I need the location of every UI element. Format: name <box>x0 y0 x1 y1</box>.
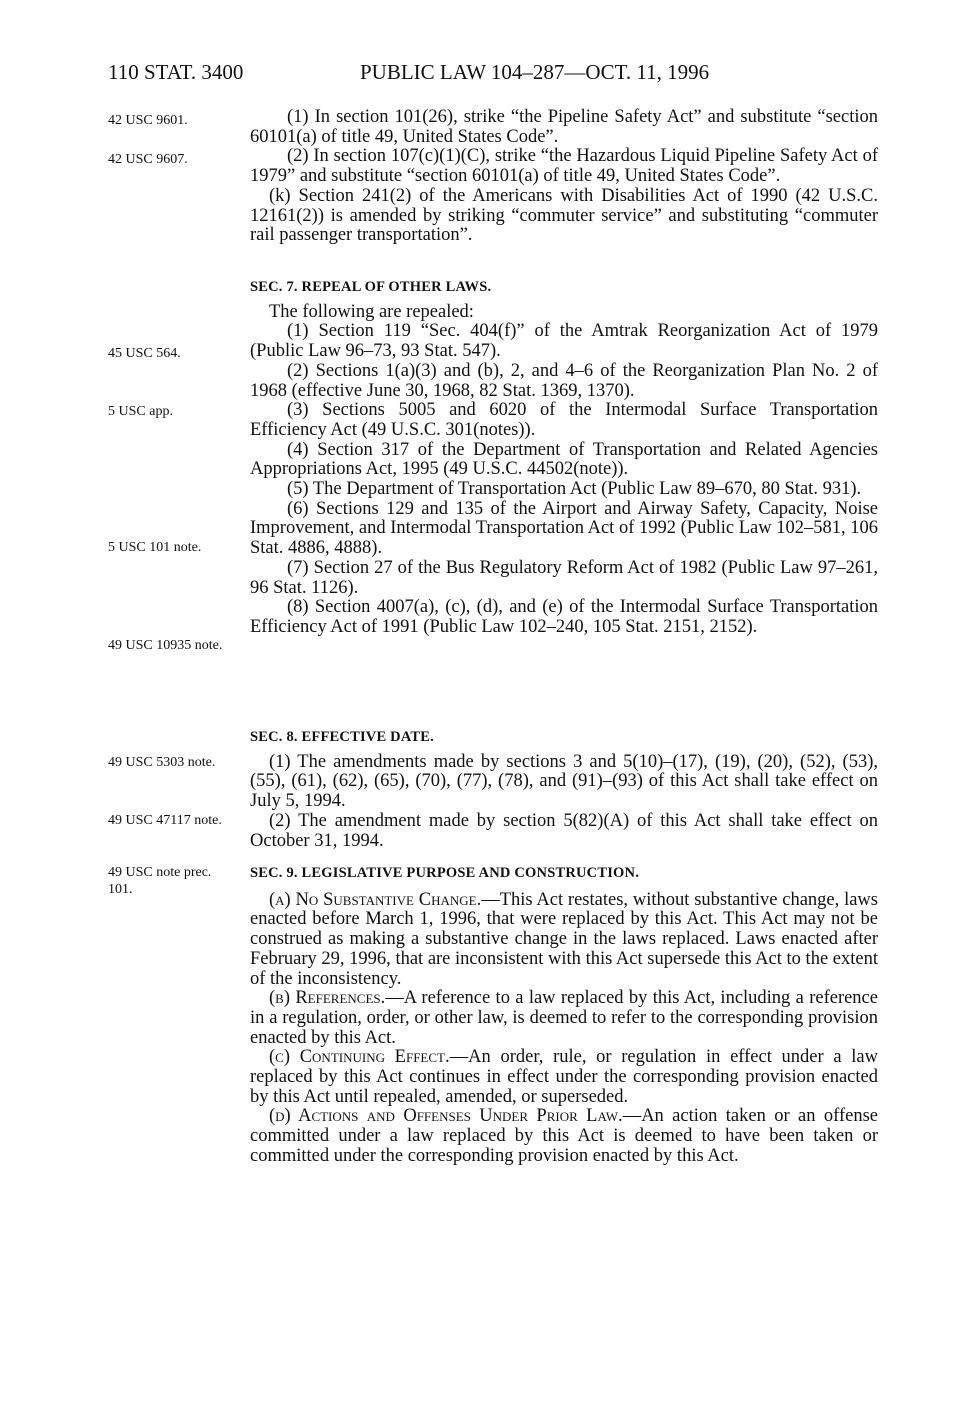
section-7 <box>250 278 878 638</box>
list-item <box>250 1107 878 1166</box>
margin-note: 42 USC 9607. <box>108 152 188 167</box>
list-item: (8) Section 4007(a), (c), (d), and (e) of the Intermodal Surface Transportation Efficiency Act of 1991 (Public Law 102–240, 105 Stat. 2151, 2152). <box>250 597 878 637</box>
margin-note: 5 USC 101 note. <box>108 540 202 555</box>
list-item: (1) The amendments made by sections 3 and 5(10)–(17), (19), (20), (52), (53), (55), (61), (62), (65), (70), (77), (78), and (91)–(93) of this Act shall take effect on July 5, 1994. <box>250 751 878 812</box>
list-item: (3) Sections 5005 and 6020 of the Intermodal Surface Transportation Efficiency Act (49 U.S.C. 301(notes)). <box>250 400 878 440</box>
list-item: (6) Sections 129 and 135 of the Airport and Airway Safety, Capacity, Noise Improvement, and Intermodal Transportation Act of 1992 (Public Law 102–581, 106 Stat. 4886, 4888). <box>250 498 878 559</box>
margin-note: 42 USC 9601. <box>108 113 188 128</box>
margin-note: 49 USC 47117 note. <box>108 813 222 828</box>
paragraph: (k) Section 241(2) of the Americans with Disabilities Act of 1990 (42 U.S.C. 12161(2)) is amended by striking “commuter service” and substituting “commuter rail passenger transportation”. <box>250 185 878 246</box>
list-item: (2) Sections 1(a)(3) and (b), 2, and 4–6 of the Reorganization Plan No. 2 of 1968 (effective June 30, 1968, 82 Stat. 1369, 1370). <box>250 360 878 401</box>
section-heading: SEC. 8. EFFECTIVE DATE. <box>250 729 435 745</box>
list-item: (1) Section 119 “Sec. 404(f)” of the Amtrak Reorganization Act of 1979 (Public Law 96–73, 93 Stat. 547). <box>250 321 878 362</box>
section-9 <box>250 864 878 1167</box>
subsection-text: —An action taken or an offense committed under a law replaced by this Act is deemed to have been taken or committed under the corresponding provision enacted by this Act. <box>250 1106 878 1166</box>
amendments-block <box>250 108 878 246</box>
list-item <box>250 1048 878 1107</box>
margin-note: 49 USC 5303 note. <box>108 755 216 770</box>
margin-note: 49 USC note prec. 101. <box>108 865 212 897</box>
subsection-lead: (a) No Substantive Change. <box>269 889 482 910</box>
section-heading: SEC. 9. LEGISLATIVE PURPOSE AND CONSTRUCTION. <box>250 865 640 881</box>
subsection-lead: (b) References. <box>269 988 386 1009</box>
subsection-text: —This Act restates, without substantive change, laws enacted before March 1, 1996, that were replaced by this Act. This Act may not be construed as making a substantive change in the laws replaced. Laws enacted after February 29, 1996, that are inconsistent with this Act supersede this Act to the extent of the inconsistency. <box>250 889 878 989</box>
page-header <box>108 60 888 90</box>
list-item: (5) The Department of Transportation Act (Public Law 89–670, 80 Stat. 931). <box>287 479 862 500</box>
list-item: (7) Section 27 of the Bus Regulatory Reform Act of 1982 (Public Law 97–261, 96 Stat. 1126). <box>250 557 878 598</box>
subsection-lead: (c) Continuing Effect. <box>269 1047 450 1068</box>
paragraph: (1) In section 101(26), strike “the Pipeline Safety Act” and substitute “section 60101(a) of title 49, United States Code”. <box>250 107 878 147</box>
margin-note: 45 USC 564. <box>108 346 181 361</box>
list-item: (4) Section 317 of the Department of Transportation and Related Agencies Appropriations Act, 1995 (49 U.S.C. 44502(note)). <box>250 439 878 480</box>
paragraph: The following are repealed: <box>269 301 474 322</box>
subsection-text: —An order, rule, or regulation in effect under a law replaced by this Act continues in effect under the corresponding provision enacted by this Act until repealed, amended, or superseded. <box>250 1047 879 1107</box>
list-item: (2) The amendment made by section 5(82)(A) of this Act shall take effect on October 31, 1994. <box>250 810 878 851</box>
margin-note: 5 USC app. <box>108 404 173 419</box>
public-law-citation: PUBLIC LAW 104–287—OCT. 11, 1996 <box>360 60 710 84</box>
paragraph: (2) In section 107(c)(1)(C), strike “the Hazardous Liquid Pipeline Safety Act of 1979” and substitute “section 60101(a) of title 49, United States Code”. <box>250 146 878 187</box>
list-item <box>250 989 878 1048</box>
subsection-text: —A reference to a law replaced by this Act, including a reference in a regulation, order, or other law, is deemed to refer to the corresponding provision enacted by this Act. <box>250 988 878 1048</box>
list-item <box>250 891 878 990</box>
section-8 <box>250 728 878 851</box>
margin-note: 49 USC 10935 note. <box>108 638 223 653</box>
stat-page-number: 110 STAT. 3400 <box>108 60 244 84</box>
section-heading: SEC. 7. REPEAL OF OTHER LAWS. <box>250 279 492 295</box>
subsection-lead: (d) Actions and Offenses Under Prior Law. <box>269 1106 623 1127</box>
